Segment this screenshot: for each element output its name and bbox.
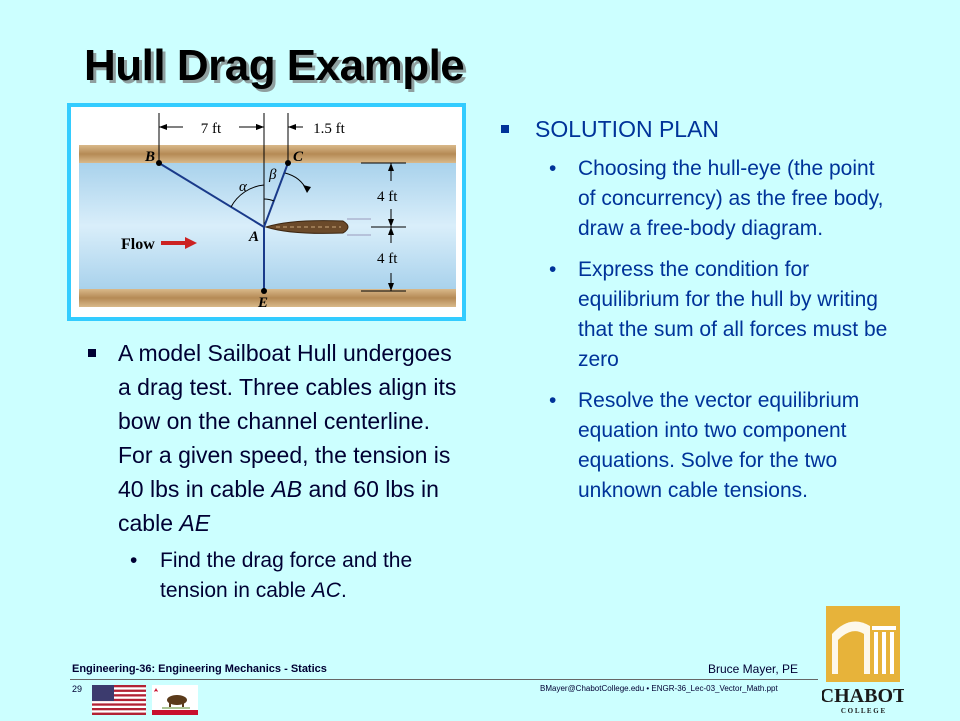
footer-course: Engineering-36: Engineering Mechanics - Statics [72,663,327,675]
dimension-1-5ft: 1.5 ft [313,121,345,137]
cable-ae-label: AE [179,510,211,536]
solution-step [498,255,888,375]
label-beta: β [269,167,277,183]
dot-bullet-icon: • [130,549,138,572]
label-a: A [249,229,260,245]
dimension-7ft: 7 ft [200,121,222,137]
sub-text: Find the drag force and the tension in cable [160,549,413,602]
solution-heading [498,114,888,144]
footer-author: Bruce Mayer, PE [708,662,799,676]
channel-top-bank [79,145,456,163]
problem-text: A model Sailboat Hull undergoes a drag test. Three cables align its bow on the channel centerline. For a given speed, the tension is 40 lbs in cable [118,340,457,502]
flow-label: Flow [121,236,155,253]
california-flag-icon [152,685,198,715]
problem-text-2: and 60 lbs in cable [118,476,439,536]
label-alpha: α [239,179,247,195]
solution-plan [498,114,888,517]
dot-bullet-icon: • [549,258,557,281]
solution-step [498,386,888,506]
problem-bullet [88,336,466,540]
cable-ab-label: AB [271,476,303,502]
cable-ac-label: AC [311,579,341,602]
logo-name: CHABOT [822,685,904,707]
solution-step-text: Express the condition for equilibrium for the hull by writing that the sum of all forces must be zero [578,258,888,371]
dimension-4ft-top: 4 ft [377,189,398,205]
footer-file-info: BMayer@ChabotCollege.edu • ENGR-36_Lec-03_Vector_Math.ppt [540,684,778,693]
dimension-4ft-bottom: 4 ft [377,251,398,267]
hull-diagram-figure [67,103,466,321]
dot-bullet-icon: • [549,389,557,412]
channel-water [79,163,456,289]
sub-text-end: . [340,579,347,602]
label-e: E [258,295,269,311]
slide-title: Hull Drag Example [84,41,465,90]
square-bullet-icon [88,349,96,357]
solution-step [498,154,888,244]
chabot-college-logo [822,604,904,716]
page-number: 29 [72,684,83,694]
footer-divider [70,679,818,680]
label-c: C [293,149,304,165]
logo-subtext: C O L L E G E [840,707,886,715]
problem-sub-bullet [88,546,466,606]
label-b: B [145,149,156,165]
solution-heading-text: SOLUTION PLAN [535,116,720,142]
square-bullet-icon [501,125,509,133]
solution-step-text: Choosing the hull-eye (the point of concurrency) as the free body, draw a free-body diagram. [578,157,884,240]
solution-step-text: Resolve the vector equilibrium equation into two component equations. Solve for the two unknown cable tensions. [578,389,860,502]
hull-diagram [71,107,462,317]
problem-statement [88,336,466,606]
us-flag-icon [92,685,146,715]
dot-bullet-icon: • [549,157,557,180]
